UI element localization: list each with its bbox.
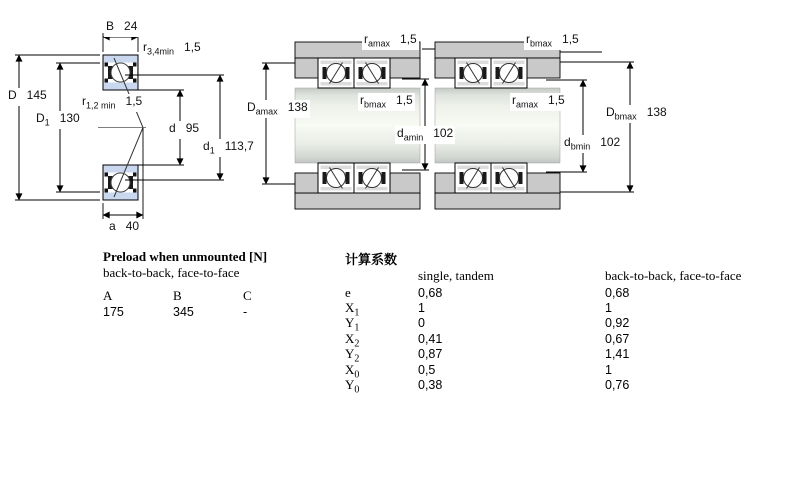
dim-ramax-a-label: $r_{amax}$ 1,5 — [364, 32, 417, 49]
dim-bore-diameter-label: d 95 — [167, 121, 201, 139]
factor-row-value2: 1 — [605, 363, 612, 377]
factor-row-value2: 0,76 — [605, 378, 630, 392]
factor-row-value1: 0,68 — [418, 286, 443, 300]
dim-d1-shoulder-label: $D_1$ 130 — [36, 111, 80, 128]
preload-column-c: C — [243, 288, 252, 303]
factors-title: 计算系数 — [345, 252, 398, 267]
factor-row-label: $X_1$ — [345, 300, 360, 319]
factor-row-value2: 0,68 — [605, 286, 630, 300]
factor-row-value2: 1,41 — [605, 347, 630, 361]
factor-row-label: $Y_0$ — [345, 377, 360, 396]
dim-damin-label: $d_{amin}$ 102 — [397, 126, 454, 143]
dim-r12min-label: $r_{1,2 min}$ 1,5 — [82, 94, 143, 111]
dim-dbmax-label: $D_{bmax}$ 138 — [606, 105, 667, 122]
factor-row-value1: 1 — [418, 301, 425, 315]
dim-rbmax-b-label: $r_{bmax}$ 1,5 — [526, 32, 579, 49]
factor-row-label: $X_0$ — [345, 362, 360, 381]
preload-value-c: - — [243, 305, 248, 319]
dim-ramax-b-label: $r_{amax}$ 1,5 — [512, 93, 565, 110]
dim-r34min-label: $r_{3,4min}$ 1,5 — [143, 40, 201, 57]
face-to-face-figure — [435, 42, 634, 209]
preload-subtitle: back-to-back, face-to-face — [103, 265, 240, 280]
factor-row-value2: 0,92 — [605, 316, 630, 330]
factor-row-label: e — [345, 285, 351, 300]
factor-row-value1: 0 — [418, 316, 425, 330]
preload-column-b: B — [173, 288, 182, 303]
dim-dbmin-label: $d_{bmin}$ 102 — [564, 135, 621, 152]
factor-row-value1: 0,41 — [418, 332, 443, 346]
preload-title: Preload when unmounted [N] — [103, 249, 268, 264]
dim-d1-inner-label: $d_1$ 113,7 — [203, 139, 254, 156]
factor-row-value1: 0,38 — [418, 378, 443, 392]
factors-col2-header: back-to-back, face-to-face — [605, 268, 742, 283]
dim-a-label: a 40 — [107, 219, 141, 237]
factor-row-value1: 0,87 — [418, 347, 443, 361]
factor-row-label: $Y_2$ — [345, 346, 360, 365]
factor-row-value1: 0,5 — [418, 363, 436, 377]
factor-row-label: $X_2$ — [345, 331, 360, 350]
preload-column-a: A — [103, 288, 113, 303]
preload-value-b: 345 — [173, 305, 194, 319]
preload-value-a: 175 — [103, 305, 124, 319]
dim-damax-label: $D_{amax}$ 138 — [247, 100, 308, 117]
dim-rbmax-a-label: $r_{bmax}$ 1,5 — [360, 93, 413, 110]
factor-row-label: $Y_1$ — [345, 315, 360, 334]
factor-row-value2: 1 — [605, 301, 612, 315]
factor-row-value2: 0,67 — [605, 332, 630, 346]
dim-outer-diameter-label: D 145 — [6, 88, 49, 106]
factors-col1-header: single, tandem — [418, 268, 494, 283]
dim-b-label: B 24 — [104, 19, 139, 37]
